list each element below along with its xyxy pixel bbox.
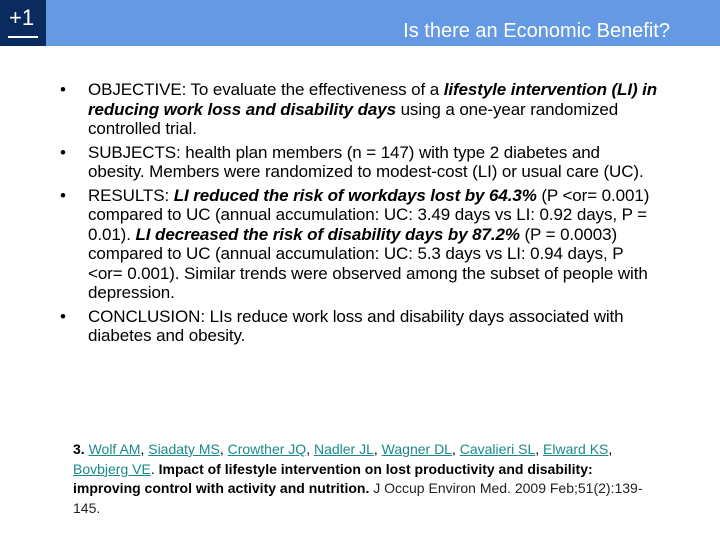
bullet-text: using a one-year randomized controlled trial. xyxy=(88,99,619,138)
logo-underline xyxy=(8,36,38,38)
reference-citation: J Occup Environ Med. 2009 Feb;51(2):139-145. xyxy=(73,480,643,516)
author-link[interactable]: Wagner DL xyxy=(381,441,452,457)
author-link[interactable]: Elward KS xyxy=(543,441,609,457)
bullet-text: SUBJECTS: health plan members (n = 147) with type 2 diabetes and obesity. Members were randomized to modest-cost (LI) or usual care (UC). xyxy=(88,142,644,181)
bullet-text: LI reduced the risk of workdays lost by 64.3% xyxy=(173,185,537,205)
bullet-text: LI decreased the risk of disability days by 87.2% xyxy=(135,224,520,244)
author-link[interactable]: Siadaty MS xyxy=(148,441,220,457)
bullet-text: OBJECTIVE: To evaluate the effectiveness of a xyxy=(88,80,444,99)
bullet-item xyxy=(60,80,660,139)
bullet-text: lifestyle intervention (LI) in reducing work loss and disability days xyxy=(88,80,658,119)
bullet-text: (P <or= 0.001) compared to UC (annual accumulation: UC: 3.49 days vs LI: 0.92 days, P = 0.01). xyxy=(88,185,650,244)
author-link[interactable]: Crowther JQ xyxy=(227,441,307,457)
author-link[interactable]: Bovbjerg VE xyxy=(73,460,151,477)
author-link[interactable]: Nadler JL xyxy=(313,441,374,457)
bullet-item xyxy=(60,143,660,182)
logo xyxy=(0,0,46,46)
bullet-list xyxy=(60,80,660,350)
bullet-text: RESULTS: xyxy=(88,185,174,205)
bullet-text: CONCLUSION: LIs reduce work loss and disability days associated with diabetes and obesity. xyxy=(88,306,624,345)
reference: 3. Wolf AM, Siadaty MS, Crowther JQ, Nadler JL, Wagner DL, Cavalieri SL, Elward KS, Bovbjerg VE. Impact of lifestyle intervention on lost productivity and disability: improving control with activity and nutrition. J Occup Environ Med. 2009 Feb;51(2):139-145. xyxy=(73,441,643,516)
author-link[interactable]: Cavalieri SL xyxy=(459,441,536,457)
logo-text: +1 xyxy=(9,5,35,30)
bullet-item xyxy=(60,186,660,303)
bullet-text: (P = 0.0003) compared to UC (annual accumulation: UC: 5.3 days vs LI: 0.94 days, P <or= 0.001). Similar trends were observed among the subset of people with depression. xyxy=(88,224,648,302)
header-bar xyxy=(0,0,720,46)
bullet-item xyxy=(60,307,660,346)
author-link[interactable]: Wolf AM xyxy=(88,441,141,457)
slide-title: Is there an Economic Benefit? xyxy=(403,20,670,42)
reference-number: 3. xyxy=(73,441,85,457)
reference-authors: Wolf AM, Siadaty MS, Crowther JQ, Nadler JL, Wagner DL, Cavalieri SL, Elward KS, Bovbjerg VE xyxy=(73,441,613,477)
reference-title: Impact of lifestyle intervention on lost productivity and disability: improving control with activity and nutrition. xyxy=(73,460,593,496)
